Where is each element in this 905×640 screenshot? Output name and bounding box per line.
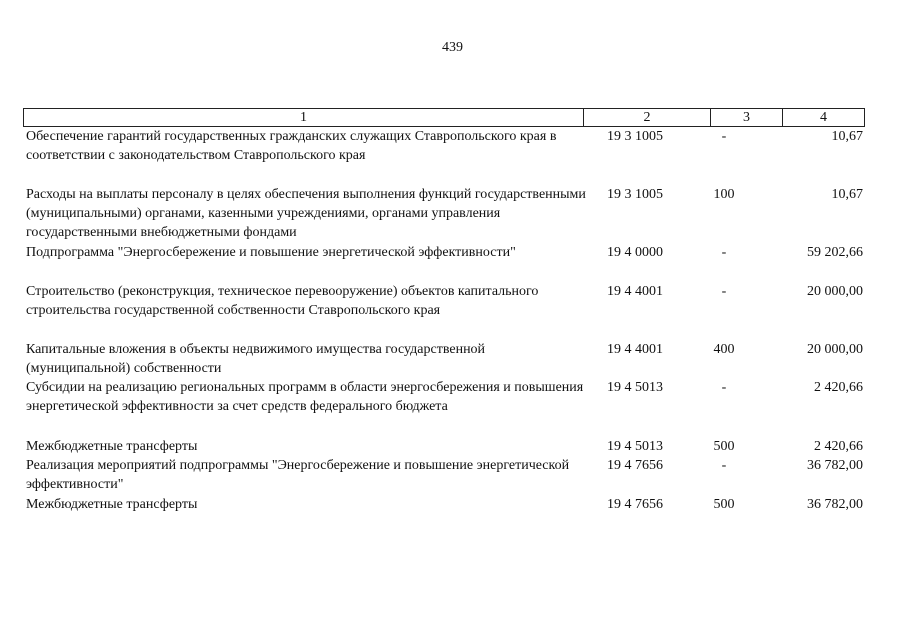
row-type: 100 [713, 187, 735, 202]
row-type: - [721, 458, 727, 473]
row-name: Подпрограмма "Энергосбережение и повышение энергетической эффективности" [26, 245, 516, 260]
row-sum: 36 782,00 [807, 497, 863, 512]
row-name: Субсидии на реализацию региональных программ в области энергосбережения и повышения энергетической эффективности за счет средств федерального бюджета [26, 380, 584, 414]
row-name: Обеспечение гарантий государственных гражданских служащих Ставропольского края в соответствии с законодательством Ставропольского края [26, 129, 557, 163]
row-type: - [721, 284, 727, 299]
row-sum: 20 000,00 [807, 284, 863, 299]
row-name: Строительство (реконструкция, техническое перевооружение) объектов капитального строительства государственной собственности Ставропольского края [26, 284, 539, 318]
header-col-1: 1 [24, 109, 584, 126]
row-name: Реализация мероприятий подпрограммы "Энергосбережение и повышение энергетической эффективности" [26, 458, 570, 492]
row-sum: 10,67 [831, 187, 863, 202]
header-col-2: 2 [584, 109, 711, 126]
row-code: 19 3 1005 [607, 187, 663, 202]
row-code: 19 4 5013 [607, 380, 663, 395]
row-sum: 10,67 [831, 129, 863, 144]
row-name: Капитальные вложения в объекты недвижимого имущества государственной (муниципальной) собственности [26, 342, 486, 376]
row-code: 19 4 7656 [607, 497, 663, 512]
row-code: 19 4 0000 [607, 245, 663, 260]
row-type: - [721, 129, 727, 144]
row-type: - [721, 380, 727, 395]
header-col-3: 3 [711, 109, 783, 126]
page-number: 439 [442, 40, 463, 55]
row-code: 19 4 5013 [607, 439, 663, 454]
row-code: 19 4 4001 [607, 342, 663, 357]
header-col-4: 4 [820, 110, 827, 125]
row-type: 400 [713, 342, 735, 357]
row-name: Межбюджетные трансферты [26, 497, 198, 512]
row-code: 19 4 4001 [607, 284, 663, 299]
row-sum: 36 782,00 [807, 458, 863, 473]
row-type: 500 [713, 439, 735, 454]
row-name: Межбюджетные трансферты [26, 439, 198, 454]
row-sum: 2 420,66 [814, 439, 863, 454]
row-sum: 2 420,66 [814, 380, 863, 395]
row-sum: 20 000,00 [807, 342, 863, 357]
row-code: 19 3 1005 [607, 129, 663, 144]
row-type: 500 [713, 497, 735, 512]
row-code: 19 4 7656 [607, 458, 663, 473]
table-header [23, 108, 865, 127]
row-name: Расходы на выплаты персоналу в целях обеспечения выполнения функций государственными (муниципальными) органами, казенными учреждениями, органами управления государственными внебюджетными фондами [26, 187, 586, 240]
row-type: - [721, 245, 727, 260]
row-sum: 59 202,66 [807, 245, 863, 260]
